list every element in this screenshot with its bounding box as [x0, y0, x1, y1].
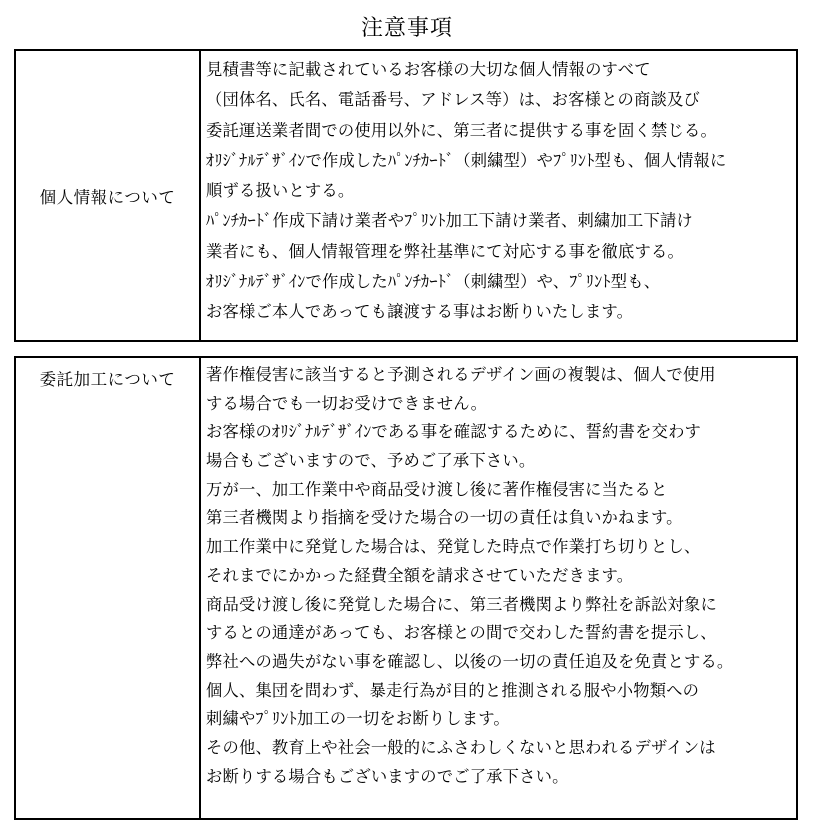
text-line: 弊社への過失がない事を確認し、以後の一切の責任追及を免責とする。 — [206, 651, 734, 671]
personal-info-heading: 個人情報について — [16, 51, 201, 340]
text-line: お客様のｵﾘｼﾞﾅﾙﾃﾞｻﾞｲﾝである事を確認するために、誓約書を交わす — [206, 422, 702, 442]
text-line: する場合でも一切お受けできません。 — [206, 393, 488, 413]
text-line: お客様ご本人であっても譲渡する事はお断りいたします。 — [206, 302, 634, 322]
text-line: するとの通達があっても、お客様との間で交わした誓約書を提示し、 — [206, 623, 717, 643]
personal-info-text — [206, 55, 794, 328]
text-line: ﾊﾟﾝﾁｶｰﾄﾞ作成下請け業者やﾌﾟﾘﾝﾄ加工下請け業者、刺繍加工下請け — [206, 211, 693, 231]
text-line: 商品受け渡し後に発覚した場合に、第三者機関より弊社を訴訟対象に — [206, 594, 717, 614]
text-line: 業者にも、個人情報管理を弊社基準にて対応する事を徹底する。 — [206, 241, 684, 261]
text-line: 万が一、加工作業中や商品受け渡し後に著作権侵害に当たると — [206, 479, 668, 499]
text-line: 加工作業中に発覚した場合は、発覚した時点で作業打ち切りとし、 — [206, 537, 701, 557]
text-line: ｵﾘｼﾞﾅﾙﾃﾞｻﾞｲﾝで作成したﾊﾟﾝﾁｶｰﾄﾞ（刺繍型）や、ﾌﾟﾘﾝﾄ型も、 — [206, 272, 661, 292]
text-line: 刺繍やﾌﾟﾘﾝﾄ加工の一切をお断りします。 — [206, 709, 510, 729]
text-line: （団体名、氏名、電話番号、アドレス等）は、お客様との商談及び — [206, 90, 700, 110]
text-line: 第三者機関より指摘を受けた場合の一切の責任は負いかねます。 — [206, 508, 683, 528]
text-line: お断りする場合もございますのでご了承下さい。 — [206, 766, 569, 786]
text-line: それまでにかかった経費全額を請求させていただきます。 — [206, 565, 634, 585]
text-line: 著作権侵害に該当すると予測されるデザイン画の複製は、個人で使用 — [206, 365, 716, 384]
consignment-section — [14, 356, 798, 820]
consignment-text — [206, 361, 794, 791]
text-line: その他、教育上や社会一般的にふさわしくないと思われるデザインは — [206, 737, 716, 757]
personal-info-section — [14, 49, 798, 342]
text-line: 委託運送業者間での使用以外に、第三者に提供する事を固く禁じる。 — [206, 120, 717, 140]
text-line: 個人、集団を問わず、暴走行為が目的と推測される服や小物類への — [206, 680, 700, 700]
page-title: 注意事項 — [360, 16, 453, 41]
text-line: 場合もございますので、予めご了承下さい。 — [206, 451, 536, 471]
consignment-heading: 委託加工について — [16, 358, 201, 818]
text-line: 見積書等に記載されているお客様の大切な個人情報のすべて — [206, 60, 651, 79]
text-line: ｵﾘｼﾞﾅﾙﾃﾞｻﾞｲﾝで作成したﾊﾟﾝﾁｶｰﾄﾞ（刺繍型）やﾌﾟﾘﾝﾄ型も、個人情報に — [206, 150, 727, 170]
text-line: 順ずる扱いとする。 — [206, 181, 355, 201]
